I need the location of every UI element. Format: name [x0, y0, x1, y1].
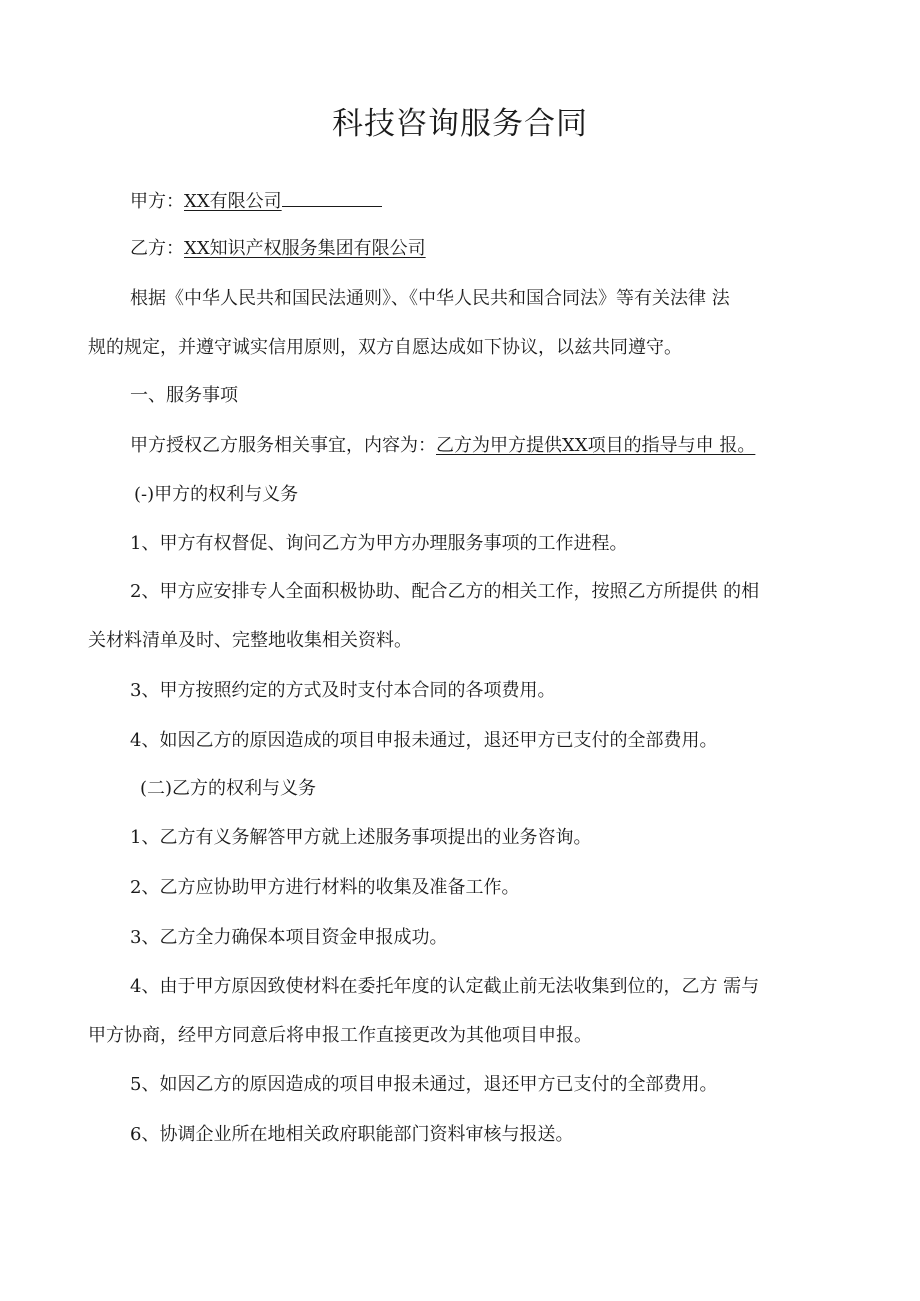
authorization-line	[130, 434, 880, 458]
authorization-prefix: 甲方授权乙方服务相关事宜，内容为：	[130, 435, 436, 456]
party-b-item-1: 1、乙方有义务解答甲方就上述服务事项提出的业务咨询。	[130, 827, 592, 848]
preamble-line-2: 规的规定，并遵守诚实信用原则，双方自愿达成如下协议，以兹共同遵守。	[88, 337, 682, 358]
party-a-name: XX有限公司	[184, 191, 282, 212]
party-a-item-3: 3、甲方按照约定的方式及时支付本合同的各项费用。	[130, 680, 556, 701]
party-a-item-2-continued: 关材料清单及时、完整地收集相关资料。	[88, 630, 412, 651]
party-b-name: XX知识产权服务集团有限公司	[184, 238, 426, 259]
party-a-label: 甲方：	[130, 191, 184, 212]
document-title: 科技咨询服务合同	[332, 106, 588, 142]
party-b-line	[130, 237, 880, 261]
party-a-item-4: 4、如因乙方的原因造成的项目申报未通过，退还甲方已支付的全部费用。	[130, 730, 718, 751]
party-b-item-5: 5、如因乙方的原因造成的项目申报未通过，退还甲方已支付的全部费用。	[130, 1074, 718, 1095]
party-b-rights-heading: (二)乙方的权利与义务	[140, 778, 317, 799]
party-a-blank-line	[282, 188, 382, 207]
party-b-item-6: 6、协调企业所在地相关政府职能部门资料审核与报送。	[130, 1124, 574, 1145]
party-b-label: 乙方：	[130, 238, 184, 259]
party-b-item-4-continued: 甲方协商，经甲方同意后将申报工作直接更改为其他项目申报。	[88, 1025, 592, 1046]
party-b-item-2: 2、乙方应协助甲方进行材料的收集及准备工作。	[130, 877, 520, 898]
preamble-line-1: 根据《中华人民共和国民法通则》、《中华人民共和国合同法》等有关法律 法	[130, 288, 730, 309]
party-a-item-2: 2、甲方应安排专人全面积极协助、配合乙方的相关工作，按照乙方所提供 的相	[130, 581, 760, 602]
party-a-rights-heading: (-)甲方的权利与义务	[134, 484, 299, 505]
authorization-content: 乙方为甲方提供XX项目的指导与申 报。	[436, 435, 756, 456]
party-b-item-4: 4、由于甲方原因致使材料在委托年度的认定截止前无法收集到位的，乙方 需与	[130, 976, 760, 997]
party-b-item-3: 3、乙方全力确保本项目资金申报成功。	[130, 927, 448, 948]
section-1-heading: 一、服务事项	[130, 385, 238, 406]
party-a-line	[130, 188, 880, 214]
party-a-item-1: 1、甲方有权督促、询问乙方为甲方办理服务事项的工作进程。	[130, 533, 628, 554]
